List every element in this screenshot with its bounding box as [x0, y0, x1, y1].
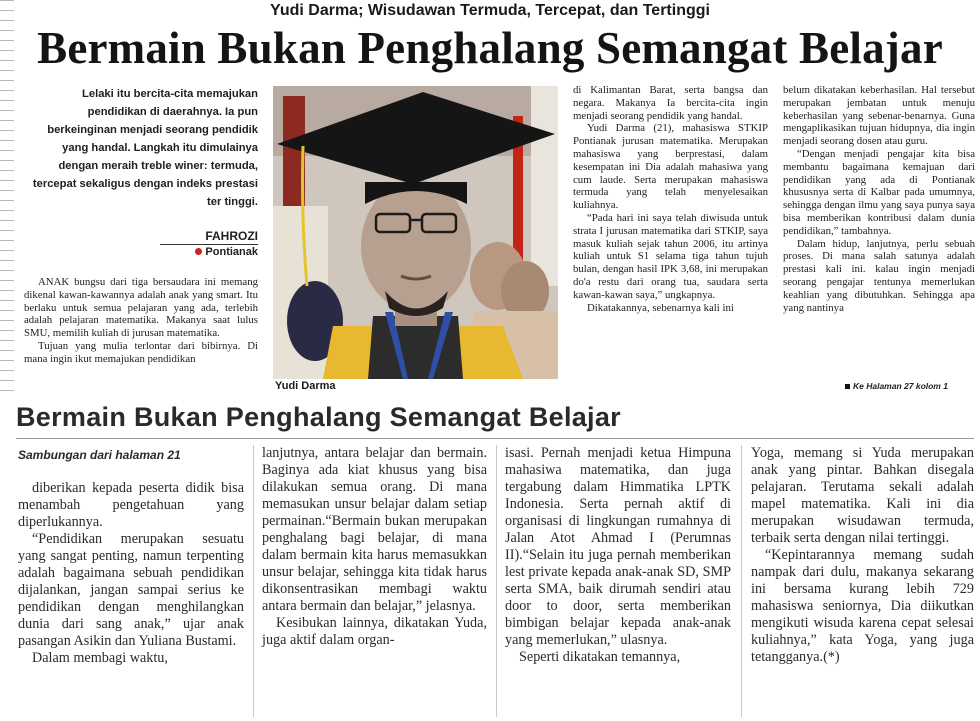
paragraph: “Pada hari ini saya telah diwisuda untuk strata I jurusan matematika dari STKIP, saya masuk kuliah sejak tahun 2006, itu artinya kuliah untuk S1 selama tiga tahun tujuh bulan, dengan hasil IPK 3,68, ini merupakan do'a restu dari orang tua, saudara serta kawan-kawan saya,” ungkapnya. — [573, 211, 768, 301]
continuation-column-2 — [262, 445, 487, 649]
column-divider — [741, 445, 742, 717]
paragraph: “Pendidikan merupakan sesuatu yang sangat penting, namun terpenting adalah bagaimana sebuah pendidikan dijalankan, jangan sampai serius ke pendidikan dengan menghilangkan dunia dari sang anak,” ujar anak pasangan Asikin dan Yuliana Bustami. — [18, 531, 244, 649]
paragraph: Yudi Darma (21), mahasiswa STKIP Pontianak jurusan matematika. Merupakan mahasiswa yang berprestasi, dalam kesempatan ini Dia adalah mahasiwa yang cum laude. Serta merupakan mahasiswa termuda yang telah menyelesaikan kuliahnya. — [573, 122, 768, 212]
divider — [16, 438, 974, 439]
paragraph: ANAK bungsu dari tiga bersaudara ini memang dikenal kawan-kawannya adalah anak yang smart. Itu berlaku untuk semua pelajaran yang ada, terlebih adalah pelajaran matematika. Makanya saat lulus SMU, memilih kuliah di jurusan matematika. — [24, 276, 258, 340]
paragraph: Dikatakannya, sebenarnya kali ini — [587, 301, 734, 314]
continue-note — [845, 381, 948, 391]
paragraph: diberikan kepada peserta didik bisa menambah pengetahuan yang diperlukannya. — [18, 480, 244, 530]
photo-caption: Yudi Darma — [275, 380, 336, 392]
page-title: Bermain Bukan Penghalang Semangat Belajar — [37, 23, 943, 73]
dateline-location: Pontianak — [205, 246, 258, 258]
paragraph: “Kepintarannya memang sudah nampak dari dulu, makanya sekarang ini bersama kurang lebih 729 mahasiswa seniornya, Dia diikutkan mengikuti wisuda karena cepat selesai kuliahnya,” kata Yoga, yang juga tetangganya.(*) — [751, 547, 974, 665]
paragraph: Seperti dikatakan temannya, — [519, 649, 681, 665]
paragraph: Kesibukan lainnya, dikatakan Yuda, juga aktif dalam organ- — [262, 615, 487, 648]
paragraph: isasi. Pernah menjadi ketua Himpuna mahasiwa matematika, dan juga tergabung dalam Himmatika LPTK Indonesia. Serta pernah aktif di organisasi di lingkungan rumahnya di Jalan Atot Ahmad I (Perumnas II).“Selain itu juga pernah memberikan lest private kepada anak-anak SD, SMP serta SMA, baik dirumah sendiri atau door to door, serta memberikan bimbigan belajar kepada anak-anak yang memerlukan,” ulasnya. — [505, 445, 731, 648]
continuation-column-3 — [505, 445, 731, 666]
article-column-1 — [24, 276, 258, 366]
continuation-column-1 — [18, 480, 244, 667]
lead-paragraph: Lelaki itu bercita-cita memajukan pendidikan di daerahnya. Ia pun berkeinginan menjadi seorang pendidik yang handal. Langkah itu dimulainya dengan meraih treble winer: termuda, tercepat sekaligus dengan indeks prestasi ter tinggi. — [32, 88, 258, 208]
graduate-photo — [273, 86, 558, 379]
continuation-column-4 — [751, 445, 974, 666]
continuation-headline: Bermain Bukan Penghalang Semangat Belajar — [16, 402, 621, 432]
paragraph: Dalam membagi waktu, — [32, 650, 168, 666]
continue-note-text: Ke Halaman 27 kolom 1 — [853, 381, 948, 391]
square-bullet-icon — [845, 384, 850, 389]
paragraph: belum dikatakan keberhasilan. Hal tersebut merupakan jembatan untuk menuju keberhasilan yang sebenar-benarnya. Guna mengaplikasikan tujuan hidupnya, dia ingin menjadi seorang dosen atau guru. — [783, 84, 975, 148]
dateline-bullet-icon — [195, 248, 202, 255]
paragraph: Yoga, memang si Yuda merupakan anak yang pintar. Bahkan disegala pelajaran. Terutama sekali adalah mapel matematika. Kali ini dia merupakan wisudawan termuda, terbaik serta dengan nilai tertinggi. — [751, 445, 974, 546]
column-divider — [253, 445, 254, 717]
paragraph: Tujuan yang mulia terlontar dari bibirnya. Di mana ingin ikut memajukan pendidikan — [24, 339, 258, 365]
article-column-3 — [783, 84, 975, 314]
paragraph: “Dengan menjadi pengajar kita bisa membantu bagaimana kemajuan dari pendidikan yang ada di Pontianak khususnya serta di Kalbar pada umumnya, sehingga dengan ilmu yang saya punya saya bisa memberikan kontribusi dalam dunia pendidikan,” tambahnya. — [783, 147, 975, 237]
graduate-portrait-image — [273, 86, 558, 379]
article-kicker: Yudi Darma; Wisudawan Termuda, Tercepat, dan Tertinggi — [270, 2, 710, 19]
author-byline: FAHROZI — [160, 229, 258, 245]
dateline — [160, 246, 258, 258]
paragraph: di Kalimantan Barat, serta bangsa dan negara. Makanya Ia bercita-cita ingin menjadi seorang pendidik yang handal. — [573, 84, 768, 122]
paragraph: Dalam hidup, lanjutnya, perlu sebuah proses. Di mana salah satunya adalah prestasi kali ini. kalau ingin menjadi seorang pengajar tentunya memerlukan keahlian yang dibutuhkan. Sehingga apa yang nantinya — [783, 237, 975, 314]
column-divider — [496, 445, 497, 717]
continuation-label: Sambungan dari halaman 21 — [18, 448, 181, 462]
article-column-2 — [573, 84, 768, 314]
paragraph: lanjutnya, antara belajar dan bermain. Baginya ada kiat khusus yang bisa dilakukan semua orang. Di mana memasukan unsur belajar dalam setiap permainan.“Bermain bukan merupakan penghalang bagi belajar, di mana dalam bermain kita harus memasukkan unsur belajar, sehingga kita tidak harus dikonsentrasikan membagi waktu antara bermain dan belajar,” jelasnya. — [262, 445, 487, 614]
